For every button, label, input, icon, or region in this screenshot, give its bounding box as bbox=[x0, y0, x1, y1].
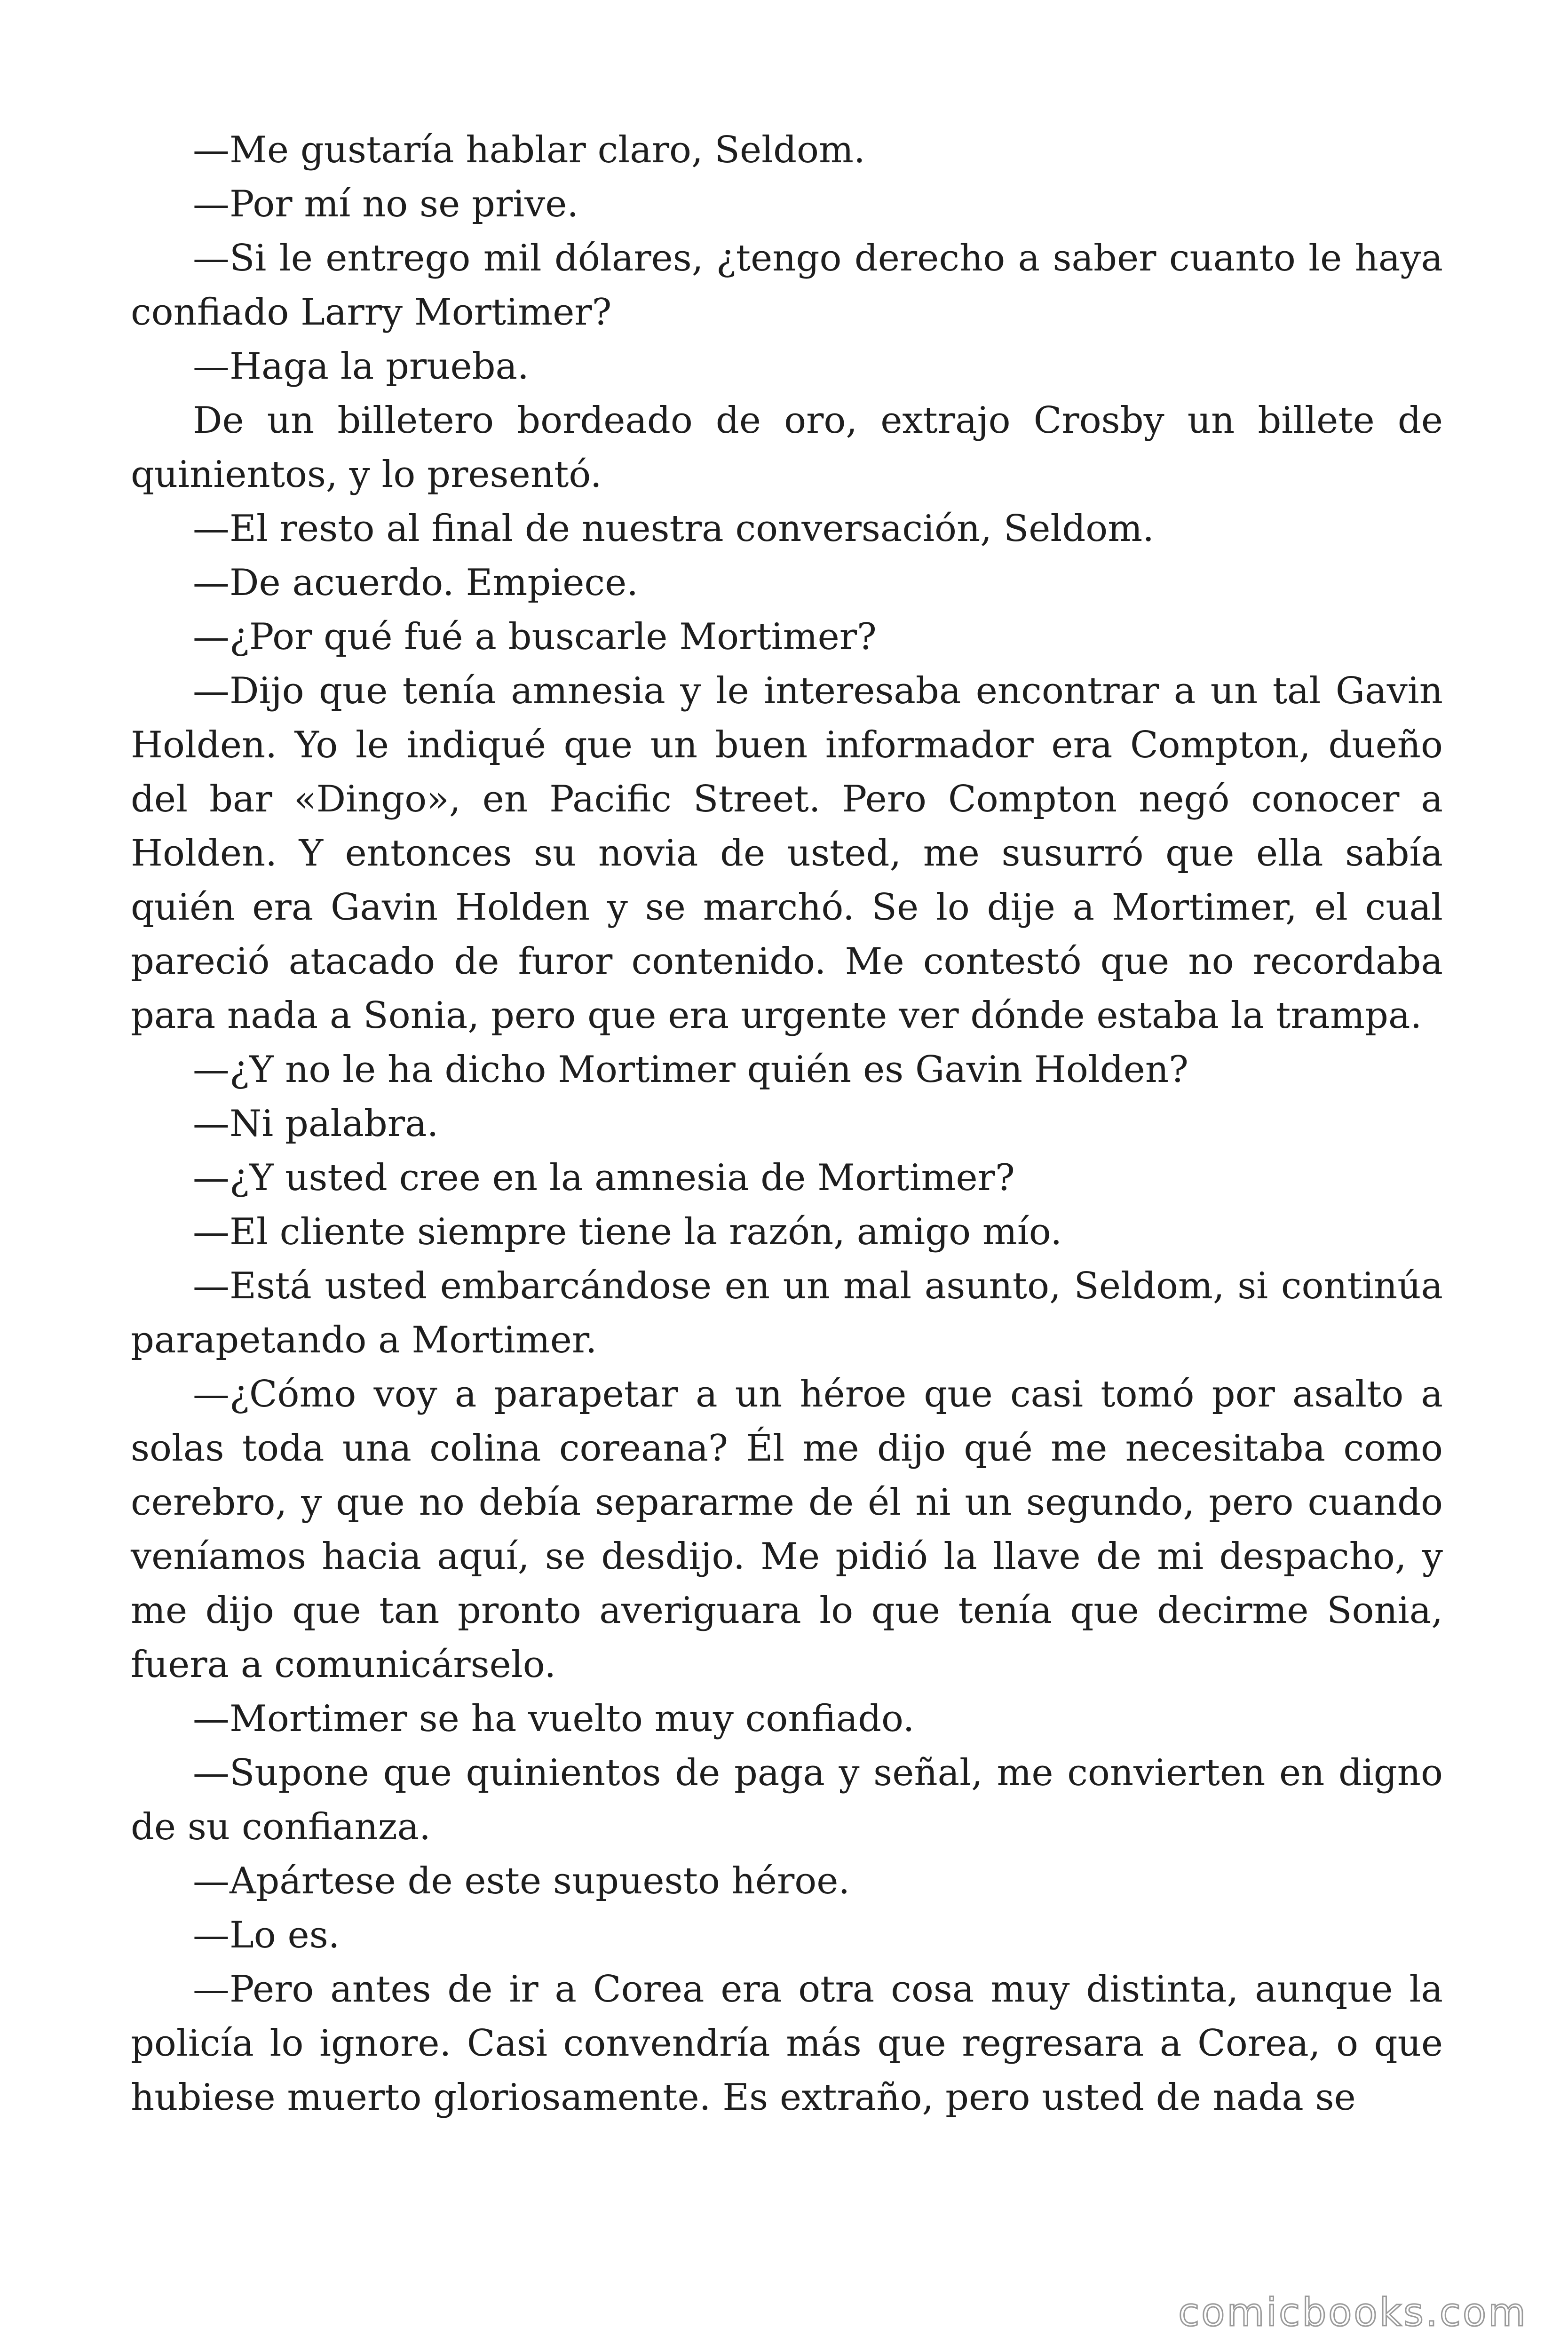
paragraph: —El resto al final de nuestra conversación, Seldom. bbox=[193, 508, 1154, 550]
paragraph: —Apártese de este supuesto héroe. bbox=[193, 1860, 850, 1902]
paragraph: —¿Y usted cree en la amnesia de Mortimer? bbox=[193, 1157, 1015, 1199]
paragraph: —Lo es. bbox=[193, 1914, 340, 1956]
paragraph: De un billetero bordeado de oro, extrajo Crosby un billete de quinientos, y lo presentó. bbox=[131, 399, 1443, 496]
paragraph: —Dijo que tenía amnesia y le interesaba encontrar a un tal Gavin Holden. Yo le indiqué que un buen informador era Compton, dueño del bar «Dingo», en Pacific Street. Pero Compton negó conocer a Holden. Y entonces su novia de usted, me susurró que ella sabía quién era Gavin Holden y se marchó. Se lo dije a Mortimer, el cual pareció atacado de furor contenido. Me contestó que no recordaba para nada a Sonia, pero que era urgente ver dónde estaba la trampa. bbox=[131, 670, 1443, 1037]
paragraph: —Por mí no se prive. bbox=[193, 183, 579, 225]
paragraph: —Mortimer se ha vuelto muy confiado. bbox=[193, 1698, 915, 1740]
paragraph: —Está usted embarcándose en un mal asunto, Seldom, si continúa parapetando a Mortimer. bbox=[131, 1265, 1443, 1361]
paragraph: —¿Y no le ha dicho Mortimer quién es Gavin Holden? bbox=[193, 1049, 1188, 1091]
paragraph: —Me gustaría hablar claro, Seldom. bbox=[193, 129, 865, 171]
paragraph: —¿Por qué fué a buscarle Mortimer? bbox=[193, 616, 877, 658]
paragraph: —Pero antes de ir a Corea era otra cosa muy distinta, aunque la policía lo ignore. Casi convendría más que regresara a Corea, o que hubiese muerto gloriosamente. Es extraño, pero usted de nada se bbox=[131, 1968, 1443, 2119]
paragraph: —El cliente siempre tiene la razón, amigo mío. bbox=[193, 1211, 1062, 1253]
paragraph: —Si le entrego mil dólares, ¿tengo derecho a saber cuanto le haya confiado Larry Mortimer? bbox=[131, 237, 1443, 334]
paragraph: —Ni palabra. bbox=[193, 1103, 439, 1145]
page-body-text bbox=[131, 123, 1443, 2125]
paragraph: —Supone que quinientos de paga y señal, me convierten en digno de su confianza. bbox=[131, 1752, 1443, 1848]
paragraph: —¿Cómo voy a parapetar a un héroe que casi tomó por asalto a solas toda una colina coreana? Él me dijo qué me necesitaba como cerebro, y que no debía separarme de él ni un segundo, pero cuando veníamos hacia aquí, se desdijo. Me pidió la llave de mi despacho, y me dijo que tan pronto averiguara lo que tenía que decirme Sonia, fuera a comunicárselo. bbox=[131, 1373, 1443, 1686]
paragraph: —Haga la prueba. bbox=[193, 345, 529, 388]
watermark-text: comicbooks.com bbox=[1178, 2290, 1528, 2335]
paragraph: —De acuerdo. Empiece. bbox=[193, 562, 639, 604]
